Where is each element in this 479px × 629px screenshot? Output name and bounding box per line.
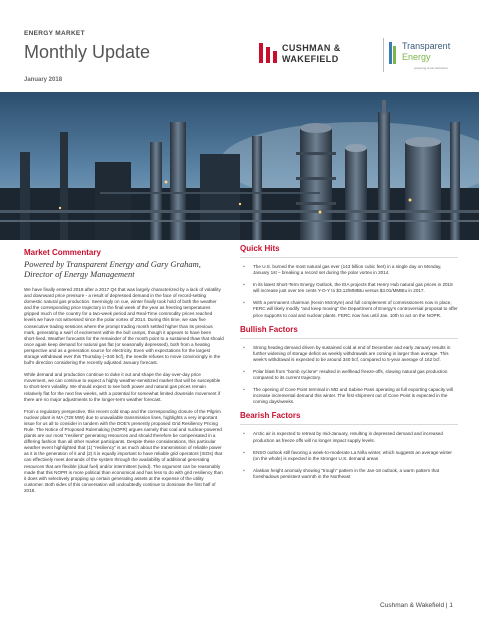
list-item: ▪ The U.S. burned the most natural gas ever (143 billion cubic feet) in a single day on Monday, January 1st – breaking a record set during the polar vortex in 2014. xyxy=(240,264,458,276)
report-date: January 2018 xyxy=(24,77,63,83)
list-item: ▪ The opening of Cove Point terminal in MD and Sabine Pass operating at full exporting capacity will increase incremental demand this winter. The first shipment out of Cove Point is expected in the coming days/weeks. xyxy=(240,387,458,405)
sidebar-factors xyxy=(240,244,458,486)
market-commentary-subtitle: Powered by Transparent Energy and Gary Graham, Director of Energy Management xyxy=(24,259,201,279)
cushman-wakefield-logo-mark-icon xyxy=(258,42,278,64)
list-item: ▪ Polar blast from "bomb cyclone" resulted in wellhead freeze-offs, slowing natural gas production compared to its current trajectory. xyxy=(240,369,458,381)
transparent-energy-logo-mark-icon xyxy=(388,42,400,64)
list-item: ▪ Strong heating demand driven by sustained cold at end of December and early January results in further widening of storage deficit as weekly withdrawals are coming in larger than average. This week's withdrawal is expected to be around 340 bcf, compared to 5-year average of 162 bcf. xyxy=(240,345,458,363)
bullish-factors-title: Bullish Factors xyxy=(240,324,298,334)
section-divider xyxy=(240,424,458,425)
logo-divider xyxy=(383,38,384,72)
quick-hits-list xyxy=(240,264,458,319)
commentary-paragraph: While demand and production continue to duke it out and shape the day-over-day price movement, we can continue to expect a highly weather-sensitized market that will be susceptible to short-term volatility. We should expect to see both power and natural gas prices remain relatively flat for the next few weeks, with a potential for somewhat limited downside movement if there are no major adjustments to the longer-term weather forecast. xyxy=(24,372,221,402)
cushman-wakefield-logo xyxy=(258,40,378,68)
list-item: ▪ With a permanent chairman (Kevin McIntyre) and full complement of commissioners now in place, FERC will likely modify "and keep moving" the Department of Energy's controversial proposal to offer price supports to coal and nuclear plants. FERC now has until Jan. 10th to act on the NOPR. xyxy=(240,300,458,318)
list-item: ▪ In its latest Short-Term Energy Outlook, the EIA projects that Henry Hub natural gas prices in 2018 will increase just over ten cents Y-O-Y to $3.12/MMBtu versus $3.01/MMBtu in 2017. xyxy=(240,282,458,294)
transparent-energy-logo xyxy=(388,40,474,74)
commentary-paragraph: From a regulatory perspective, this recent cold snap and the corresponding closure of the Pilgrim nuclear plant in MA (728 MW) due to unavailable transmission lines, highlights a very important issue for us all to consider in tandem with the DOE's presently proposed Grid Resiliency Pricing Rule. The Notice of Proposed Rulemaking (NOPR) argues namely that coal and nuclear-powered plants are our most "resilient" generating resources and should therefore be compensated in a differing fashion than all other market participants. Despite these considerations, this particular weather event highlighted that (1) "resiliency" is as much about the transmission of reliable power as it is the generation of it and (2) it is equally important to have reliable grid operators (ISOs) that can effectively meet demands of the system through the availability of additional generating resources that are flexible (dual fuel) and/or intermittent (wind). The argument can be reasonably made that this NOPR is more political than economical and has less to do with grid resiliency than it does with selectively propping up certain generating assets at the expense of the utility customer. Both sides of this conversation will undoubtedly continue to dominate the first half of 2018. xyxy=(24,408,223,493)
transparent-energy-wordmark: Transparent Energy xyxy=(402,41,451,62)
hero-refinery-photo xyxy=(0,92,479,240)
report-kicker: ENERGY MARKET xyxy=(24,30,85,37)
list-item: ▪ Arctic air is expected to retreat by mid-January, resulting in depressed demand and increased production as freeze offs will no longer impact supply levels. xyxy=(240,431,458,443)
page-footer: Cushman & Wakefield | 1 xyxy=(380,602,453,609)
refinery-illustration xyxy=(0,92,479,240)
market-commentary-section xyxy=(24,248,224,500)
report-header xyxy=(0,0,479,92)
cushman-wakefield-wordmark: CUSHMAN & WAKEFIELD xyxy=(282,43,341,64)
report-title: Monthly Update xyxy=(24,42,151,62)
bearish-factors-title: Bearish Factors xyxy=(240,411,301,421)
section-divider xyxy=(240,338,458,339)
section-divider xyxy=(240,257,458,258)
bearish-factors-list xyxy=(240,431,458,480)
list-item: ▪ Alaskan height anomaly showing "trough" pattern in the Jan-18 outlook, a warm pattern that foreshadows persistent warmth in the Northeast xyxy=(240,468,458,480)
transparent-energy-tagline: powering smart decisions xyxy=(414,66,448,70)
commentary-paragraph: We have finally entered 2018 after a 2017 Q4 that was largely characterized by a lack of volatility and downward price pressure - a result of depressed demand in the face of record-setting domestic natural gas production. Seemingly on cue, winter finally took hold of both the weather and the corresponding price trajectory in the final week of the year as freezing temperatures gripped much of the country for a two-week period and Real-Time commodity prices reached levels we have not witnessed since the polar vortex of 2014. During this time, we saw five consecutive trading sessions where the prompt trading month settled higher than its previous mark, generating a swirl of excitement within the bull camps, though it appears to have been short-lived. Weather forecasts for the remainder of the month point to a sustained thaw that should once again keep demand for natural gas flat (or seasonally depressed), both from a heating perspective and as a generation source for electricity. Even with expectations for the largest storage withdrawal ever this Thursday (~340 bcf), the needle refuses to move convincingly in the bull's direction considering the recently adjusted January forecast. xyxy=(24,287,224,366)
list-item: ▪ ENSO outlook still favoring a week-to-moderate La Niña winter, which suggests an average winter (on the whole) is expected in the stronger U.S. demand areas xyxy=(240,450,458,462)
market-commentary-title: Market Commentary xyxy=(24,248,101,257)
quick-hits-title: Quick Hits xyxy=(240,244,280,253)
bullish-factors-list xyxy=(240,345,458,406)
